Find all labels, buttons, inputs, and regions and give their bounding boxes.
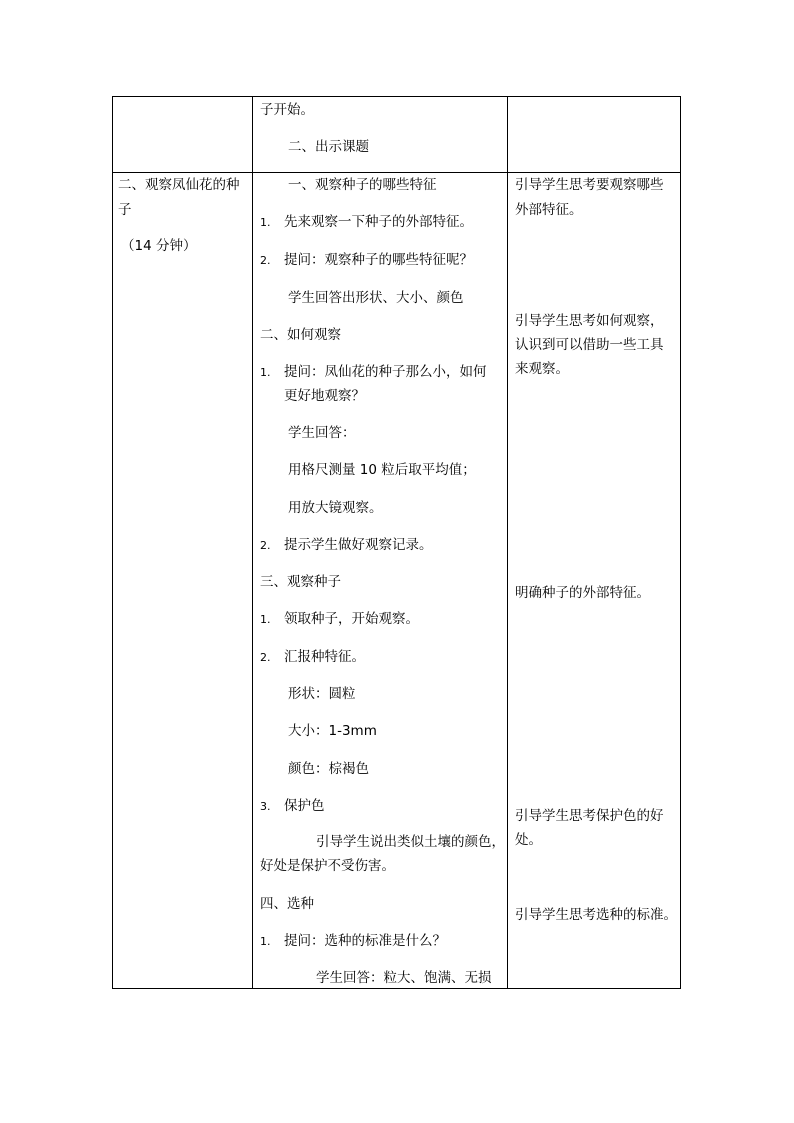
list-number: 2. bbox=[260, 539, 271, 552]
column-divider-1 bbox=[252, 97, 253, 988]
list-number: 1. bbox=[260, 366, 271, 379]
feature-size: 大小：1-3mm bbox=[288, 723, 377, 739]
teaching-note-2-line-2: 认识到可以借助一些工具 bbox=[515, 337, 664, 353]
teaching-note-5: 引导学生思考选种的标准。 bbox=[515, 907, 677, 923]
student-answer: 学生回答出形状、大小、颜色 bbox=[288, 290, 464, 306]
list-number: 2. bbox=[260, 651, 271, 664]
list-item: 提示学生做好观察记录。 bbox=[284, 537, 433, 553]
sub-heading-1: 一、观察种子的哪些特征 bbox=[288, 177, 437, 193]
paragraph-line-1: 引导学生说出类似土壤的颜色， bbox=[316, 834, 505, 850]
list-number: 1. bbox=[260, 216, 271, 229]
student-answer: 用格尺测量 10 粒后取平均值； bbox=[288, 462, 476, 478]
student-answer: 学生回答： bbox=[288, 425, 356, 441]
row1-mid-line-2: 二、出示课题 bbox=[288, 139, 369, 155]
list-item: 保护色 bbox=[284, 798, 325, 814]
teaching-note-1-line-2: 外部特征。 bbox=[515, 202, 583, 218]
teaching-note-3: 明确种子的外部特征。 bbox=[515, 585, 650, 601]
sub-heading-4: 四、选种 bbox=[260, 896, 314, 912]
feature-shape: 形状：圆粒 bbox=[288, 686, 356, 702]
paragraph-line-2: 好处是保护不受伤害。 bbox=[260, 858, 395, 874]
list-item: 领取种子，开始观察。 bbox=[284, 611, 419, 627]
section-title-line-1: 二、观察凤仙花的种 bbox=[118, 177, 240, 193]
section-title-line-2: 子 bbox=[118, 202, 132, 218]
feature-color: 颜色：棕褐色 bbox=[288, 761, 369, 777]
teaching-note-4-line-2: 处。 bbox=[515, 832, 542, 848]
list-item-continued: 更好地观察？ bbox=[284, 388, 365, 404]
teaching-note-1-line-1: 引导学生思考要观察哪些 bbox=[515, 177, 664, 193]
teaching-note-4-line-1: 引导学生思考保护色的好 bbox=[515, 808, 664, 824]
row1-mid-line-1: 子开始。 bbox=[260, 102, 314, 118]
list-number: 1. bbox=[260, 613, 271, 626]
list-item: 汇报种特征。 bbox=[284, 649, 365, 665]
sub-heading-2: 二、如何观察 bbox=[260, 327, 341, 343]
list-number: 2. bbox=[260, 254, 271, 267]
student-answer: 用放大镜观察。 bbox=[288, 500, 383, 516]
student-answer: 学生回答：粒大、饱满、无损 bbox=[316, 970, 492, 986]
list-item: 先来观察一下种子的外部特征。 bbox=[284, 214, 473, 230]
list-number: 3. bbox=[260, 800, 271, 813]
column-divider-2 bbox=[507, 97, 508, 988]
teaching-note-2-line-1: 引导学生思考如何观察， bbox=[515, 313, 664, 329]
list-number: 1. bbox=[260, 935, 271, 948]
sub-heading-3: 三、观察种子 bbox=[260, 574, 341, 590]
section-duration: （14 分钟） bbox=[121, 238, 197, 254]
list-item: 提问：观察种子的哪些特征呢？ bbox=[284, 252, 473, 268]
row-divider bbox=[113, 172, 680, 173]
list-item: 提问：选种的标准是什么？ bbox=[284, 933, 446, 949]
teaching-note-2-line-3: 来观察。 bbox=[515, 361, 569, 377]
list-item: 提问：凤仙花的种子那么小，如何 bbox=[284, 364, 487, 380]
lesson-plan-table bbox=[112, 96, 681, 989]
